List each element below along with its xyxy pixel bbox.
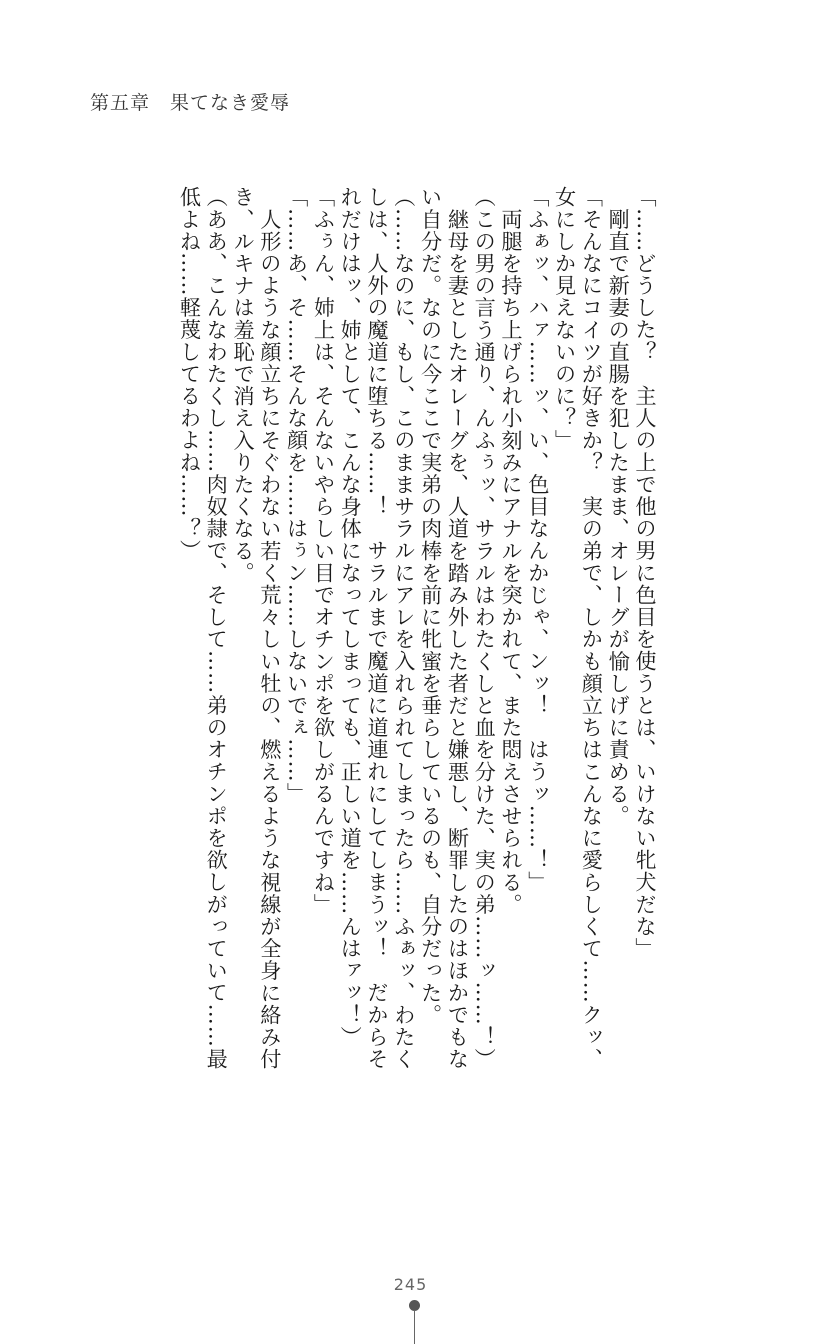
text-line: （この男の言う通り、んふぅッ、サラルはわたくしと血を分けた、実の弟……ッ……！） <box>472 186 498 1070</box>
text-columns <box>176 186 658 1086</box>
text-line: 「……あ、そ……そんな顔を……はぅン……しないでぇ……」 <box>284 186 310 805</box>
text-line: 「ふぁッ、ハァ……ッ、い、色目なんかじゃ、ンッ！ はうッ……！」 <box>525 186 551 894</box>
text-line: き、ルキナは羞恥で消え入りたくなる。 <box>231 186 257 584</box>
text-line: 「ふぅん、姉上は、そんないやらしい目でオチンポを欲しがるんですね」 <box>311 186 337 916</box>
vertical-text-body <box>78 186 658 1086</box>
running-head-chapter-title: 第五章 果てなき愛辱 <box>90 92 291 114</box>
text-line: 「……どうした？ 主人の上で他の男に色目を使うとは、いけない牝犬だな」 <box>633 186 658 960</box>
text-line: 剛直で新妻の直腸を犯したまま、オレーグが愉しげに責める。 <box>606 186 632 827</box>
text-line: れだけはッ、姉として、こんな身体になってしまっても、正しい道を……んはァッ！） <box>338 186 364 1048</box>
text-line: （ああ、こんなわたくし……肉奴隷で、そして……弟のオチンポを欲しがっていて……最 <box>204 186 230 1070</box>
text-line: しは、人外の魔道に堕ちる……！ サラルまで魔道に道連れにしてしまうッ！ だからそ <box>365 186 391 1070</box>
folio-line-ornament <box>414 1310 415 1344</box>
text-line: 両腿を持ち上げられ小刻みにアナルを突かれて、また悶えさせられる。 <box>499 186 525 916</box>
text-line: （……なのに、もし、このままサラルにアレを入れられてしまったら……ふぁッ、わたく <box>391 186 417 1070</box>
text-line: 「そんなにコイツが好きか？ 実の弟で、しかも顔立ちはこんなに愛らしくて……クッ、 <box>579 186 605 1070</box>
text-line: 継母を妻としたオレーグを、人道を踏み外した者だと嫌悪し、断罪したのはほかでもな <box>445 186 471 1070</box>
page-number: 245 <box>393 1275 428 1294</box>
text-line: 女にしか見えないのに？」 <box>552 186 578 452</box>
text-line: 人形のような顔立ちにそぐわない若く荒々しい牡の、燃えるような視線が全身に絡み付 <box>257 186 283 1070</box>
text-line: 低よね……軽蔑してるわよね……？） <box>177 186 203 562</box>
text-line: い自分だ。なのに今ここで実弟の肉棒を前に牝蜜を垂らしているのも、自分だった。 <box>418 186 444 1026</box>
